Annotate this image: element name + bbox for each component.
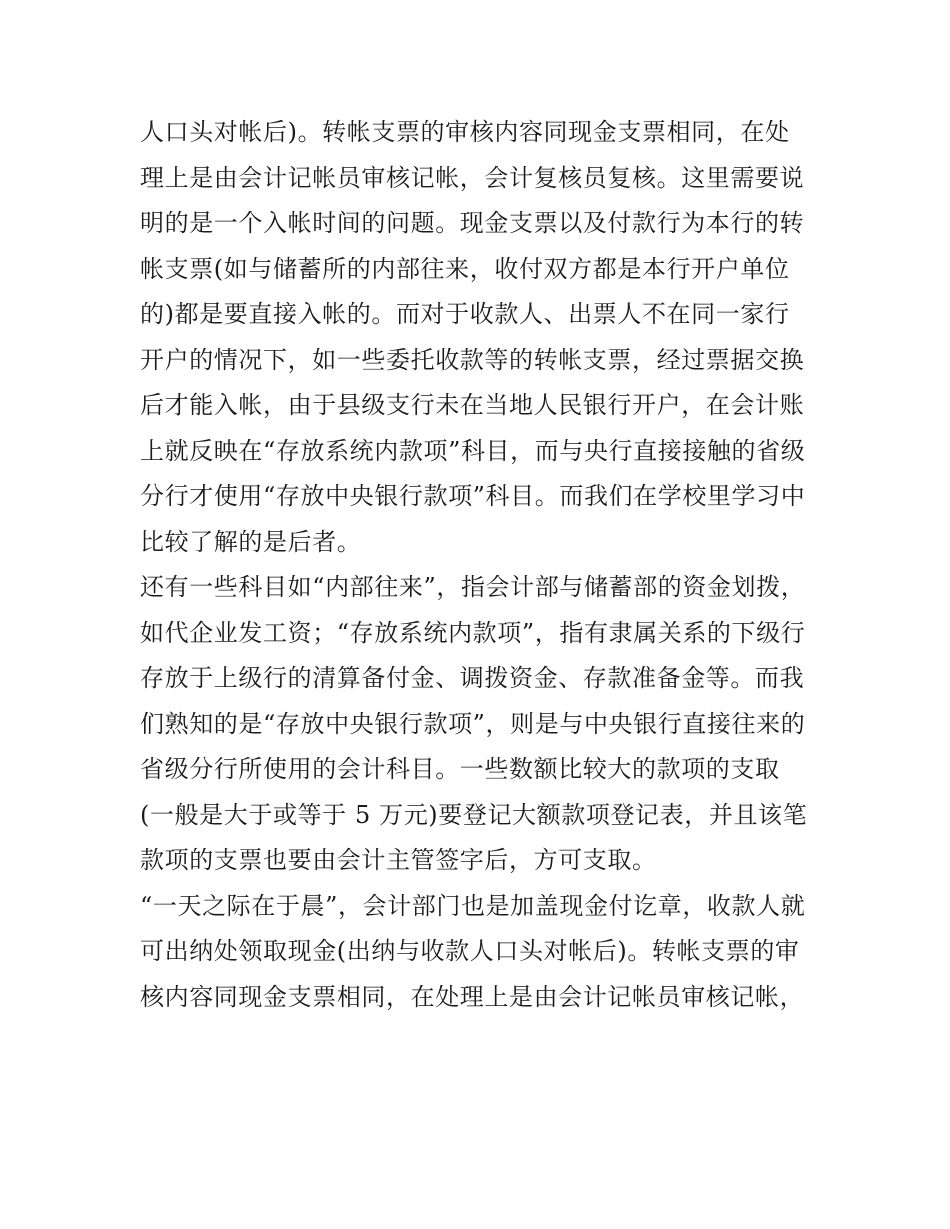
text-line: 帐支票(如与储蓄所的内部往来，收付双方都是本行开户单位 xyxy=(140,254,790,283)
text-line: 分行才使用“存放中央银行款项”科目。而我们在学校里学习中 xyxy=(140,482,806,510)
text-line: 的)都是要直接入帐的。而对于收款人、出票人不在同一家行 xyxy=(140,300,790,328)
text-line: “一天之际在于晨”，会计部门也是加盖现金付讫章，收款人就 xyxy=(140,891,806,920)
text-line: 人口头对帐后)。转帐支票的审核内容同现金支票相同，在处 xyxy=(140,118,790,146)
text-line: 还有一些科目如“内部往来”，指会计部与储蓄部的资金划拨， xyxy=(140,573,806,601)
text-line: 上就反映在“存放系统内款项”科目，而与央行直接接触的省级 xyxy=(140,436,806,465)
text-line: (一般是大于或等于 5 万元)要登记大额款项登记表，并且该笔 xyxy=(140,800,808,829)
text-line: 后才能入帐，由于县级支行未在当地人民银行开户，在会计账 xyxy=(140,391,805,419)
text-line: 开户的情况下，如一些委托收款等的转帐支票，经过票据交换 xyxy=(140,345,805,374)
text-line: 省级分行所使用的会计科目。一些数额比较大的款项的支取 xyxy=(140,755,780,783)
text-line: 存放于上级行的清算备付金、调拨资金、存款准备金等。而我 xyxy=(140,664,805,692)
text-line: 可出纳处领取现金(出纳与收款人口头对帐后)。转帐支票的审 xyxy=(140,937,800,965)
text-line: 核内容同现金支票相同，在处理上是由会计记帐员审核记帐， xyxy=(140,982,805,1011)
text-line: 明的是一个入帐时间的问题。现金支票以及付款行为本行的转 xyxy=(140,209,805,237)
text-line: 们熟知的是“存放中央银行款项”，则是与中央银行直接往来的 xyxy=(140,709,806,738)
text-line: 款项的支票也要由会计主管签字后，方可支取。 xyxy=(140,846,657,874)
text-line: 如代企业发工资；“存放系统内款项”，指有隶属关系的下级行 xyxy=(140,618,806,647)
text-line: 比较了解的是后者。 xyxy=(140,527,362,556)
text-line: 理上是由会计记帐员审核记帐，会计复核员复核。这里需要说 xyxy=(140,163,805,192)
body-text xyxy=(140,110,830,1020)
